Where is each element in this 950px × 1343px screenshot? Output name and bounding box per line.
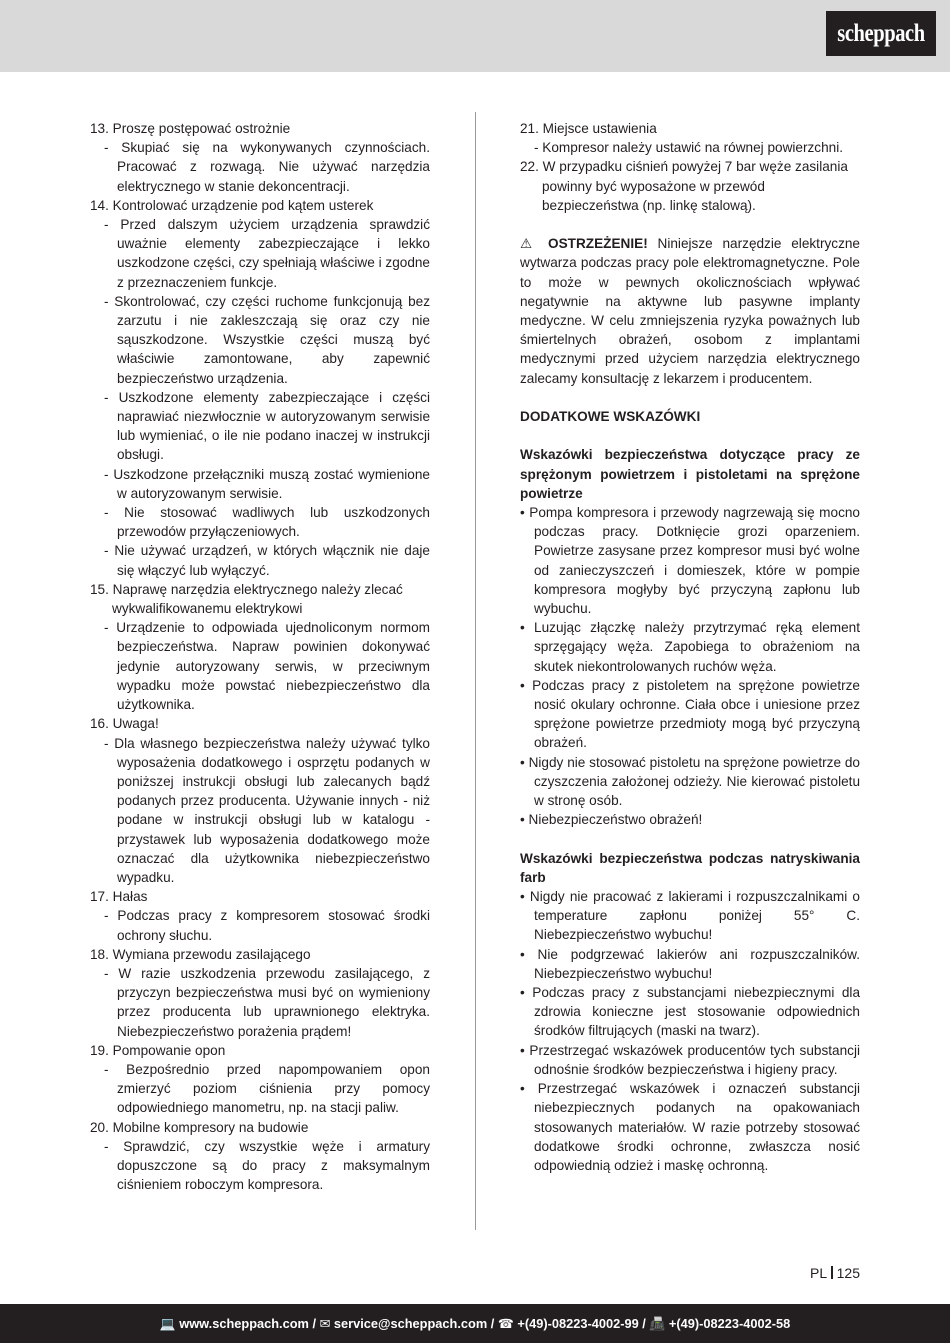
footer-website[interactable]: www.scheppach.com / bbox=[179, 1316, 317, 1331]
bullet-item: • Luzując złączkę należy przytrzymać ręką element sprzęgający węża. Zapobiega to obrażeniom na skutek niekontrolowanych ruchów węża. bbox=[520, 620, 860, 674]
dash-item: - Urządzenie to odpowiada ujednoliconym normom bezpieczeństwa. Napraw powinien dokonywać jedynie autoryzowany serwis, w przeciwnym wypadku może powstać niebezpieczeństwo dla użytkownika. bbox=[104, 620, 430, 713]
numbered-item: 20. Mobilne kompresory na budowie bbox=[90, 1119, 309, 1135]
section-title: DODATKOWE WSKAZÓWKI bbox=[520, 409, 701, 425]
numbered-item: 14. Kontrolować urządzenie pod kątem usterek bbox=[90, 197, 374, 213]
phone-icon: ☎ bbox=[497, 1316, 514, 1331]
spray-painting-bullet-list bbox=[520, 887, 860, 1175]
footer-email[interactable]: service@scheppach.com / bbox=[333, 1316, 495, 1331]
computer-icon: 💻 bbox=[159, 1316, 176, 1331]
numbered-item: 19. Pompowanie opon bbox=[90, 1042, 226, 1058]
footer-fax: +(49)-08223-4002-58 bbox=[668, 1316, 791, 1331]
bullet-item: • Pompa kompresora i przewody nagrzewają się mocno podczas pracy. Dotknięcie grozi oparzeniem. Powietrze zasysane przez kompresor musi być wolne od zanieczyszczeń i domieszek, które w pompie kompresora mogłyby być przyczyną zapłonu lub wybuchu. bbox=[520, 505, 860, 617]
bullet-item: • Nigdy nie pracować z lakierami i rozpuszczalnikami o temperature zapłonu poniżej 55° C. Niebezpieczeństwo wybuchu! bbox=[520, 889, 860, 943]
dash-item: - Nie używać urządzeń, w których włącznik nie daje się włączyć lub wyłączyć. bbox=[104, 543, 430, 578]
page-separator bbox=[831, 1266, 833, 1279]
numbered-item: 13. Proszę postępować ostrożnie bbox=[90, 121, 291, 136]
page-number-value: 125 bbox=[836, 1265, 860, 1281]
dash-item: - Przed dalszym użyciem urządzenia sprawdzić uważnie elementy zabezpieczające i lekko uszkodzone części, czy spełniają właściwe i zgodne z przeznaczeniem funkcje. bbox=[104, 217, 430, 290]
warning-text: Niniejsze narzędzie elektryczne wytwarza podczas pracy pole elektromagnetyczne. Pole to może w pewnych okolicznościach wpływać negatywnie na aktywne lub pasywne implanty medyczne. W celu zmniejszenia ryzyka poważnych lub śmiertelnych obrażeń, osobom z implantami medycznymi przed użyciem narzędzia elektrycznego zalecamy konsultację z lekarzem i producentem. bbox=[520, 236, 860, 386]
subsection-heading-compressed-air: Wskazówki bezpieczeństwa dotyczące pracy ze sprężonym powietrzem i pistoletami na sprężone powietrze bbox=[520, 447, 860, 501]
bullet-item: • Podczas pracy z pistoletem na sprężone powietrze nosić okulary ochronne. Ciała obce i uniesione przez sprężone powietrze przedmioty mogą być przyczyną obrażeń. bbox=[520, 677, 860, 751]
scheppach-logo bbox=[826, 11, 936, 56]
fax-icon: 📠 bbox=[649, 1316, 666, 1331]
dash-item: - Uszkodzone elementy zabezpieczające i części naprawiać niezwłocznie w autoryzowanym serwisie lub wymieniać, o ile nie podano inaczej w instrukcji obsługi. bbox=[104, 389, 430, 463]
dash-item: - Podczas pracy z kompresorem stosować środki ochrony słuchu. bbox=[104, 908, 430, 943]
dash-item: - W razie uszkodzenia przewodu zasilającego, z przyczyn bezpieczeństwa musi być on wymieniony przez producenta lub uprawnionego elektryka. Niebezpieczeństwo porażenia prądem! bbox=[104, 965, 430, 1039]
numbered-item: 18. Wymiana przewodu zasilającego bbox=[90, 946, 311, 962]
right-column bbox=[520, 119, 860, 1175]
bullet-item: • Nigdy nie stosować pistoletu na sprężone powietrze do czyszczenia założonej odzieży. Nie kierować pistoletu w stronę osób. bbox=[520, 754, 860, 809]
column-divider bbox=[475, 112, 476, 1230]
bullet-item: • Przestrzegać wskazówek i oznaczeń substancji niebezpiecznych podanych na opakowaniach stosowanych materiałów. W razie potrzeby stosować dodatkowe środki ochronne, zwłaszcza nosić odpowiednią odzież i maskę ochronną. bbox=[520, 1081, 860, 1173]
right-numbered-list bbox=[520, 119, 860, 215]
email-icon: ✉ bbox=[319, 1316, 331, 1331]
bullet-item: • Podczas pracy z substancjami niebezpiecznymi dla zdrowia konieczne jest stosowanie odpowiednich środków filtrujących (maski na twarz). bbox=[520, 985, 860, 1039]
footer-phone: +(49)-08223-4002-99 / bbox=[517, 1316, 646, 1331]
dash-item: - Skupiać się na wykonywanych czynnościach. Pracować z rozwagą. Nie używać narzędzia elektrycznego w stanie dekoncentracji. bbox=[104, 140, 430, 194]
logo-text: scheppach bbox=[837, 20, 925, 47]
dash-item: - Kompresor należy ustawić na równej powierzchni. bbox=[534, 140, 844, 156]
numbered-item: 21. Miejsce ustawienia bbox=[520, 121, 657, 136]
warning-icon: ⚠ bbox=[520, 236, 539, 252]
left-column bbox=[90, 119, 430, 1194]
bullet-item: • Niebezpieczeństwo obrażeń! bbox=[520, 812, 703, 828]
numbered-item: 16. Uwaga! bbox=[90, 716, 159, 732]
warning-label: OSTRZEŻENIE! bbox=[548, 236, 648, 252]
dash-item: - Skontrolować, czy części ruchome funkcjonują bez zarzutu i nie zakleszczają się oraz czy nie sąuszkodzone. Wszystkie części muszą być właściwie zamontowane, aby zapewnić bezpieczeństwo urządzenia. bbox=[104, 293, 430, 386]
bullet-item: • Nie podgrzewać lakierów ani rozpuszczalników. Niebezpieczeństwo wybuchu! bbox=[520, 946, 860, 981]
dash-item: - Dla własnego bezpieczeństwa należy używać tylko wyposażenia dodatkowego i osprzętu podanych w poniższej instrukcji obsługi lub zalecanych bądź podanych przez producenta. Używanie innych - niż podane w instrukcji obsługi lub w katalogu - przystawek lub wyposażenia dodatkowego może oznaczać dla użytkownika niebezpieczeństwo wypadku. bbox=[104, 735, 430, 885]
numbered-item: 17. Hałas bbox=[90, 889, 148, 905]
dash-item: - Nie stosować wadliwych lub uszkodzonych przewodów przyłączeniowych. bbox=[104, 505, 430, 540]
page-language: PL bbox=[810, 1265, 828, 1281]
footer-bar bbox=[0, 1304, 950, 1343]
compressed-air-bullet-list bbox=[520, 503, 860, 829]
warning-paragraph bbox=[520, 234, 860, 388]
numbered-item: 22. W przypadku ciśnień powyżej 7 bar węże zasilania powinny być wyposażone w przewód bezpieczeństwa (np. linkę stalową). bbox=[520, 159, 848, 213]
header-bar bbox=[0, 0, 950, 72]
dash-item: - Sprawdzić, czy wszystkie węże i armatury dopuszczone są do pracy z maksymalnym ciśnieniem roboczym kompresora. bbox=[104, 1138, 430, 1193]
dash-item: - Uszkodzone przełączniki muszą zostać wymienione w autoryzowanym serwisie. bbox=[104, 466, 430, 501]
numbered-item: 15. Naprawę narzędzia elektrycznego należy zlecać wykwalifikowanemu elektrykowi bbox=[90, 581, 403, 617]
bullet-item: • Przestrzegać wskazówek producentów tych substancji odnośnie środków bezpieczeństwa i higieny pracy. bbox=[520, 1042, 860, 1077]
page-number bbox=[780, 1265, 860, 1281]
dash-item: - Bezpośrednio przed napompowaniem opon zmierzyć poziom ciśnienia przy pomocy odpowiedniego manometru, np. na stacji paliw. bbox=[104, 1061, 430, 1116]
subsection-heading-spray-painting: Wskazówki bezpieczeństwa podczas natryskiwania farb bbox=[520, 850, 860, 885]
